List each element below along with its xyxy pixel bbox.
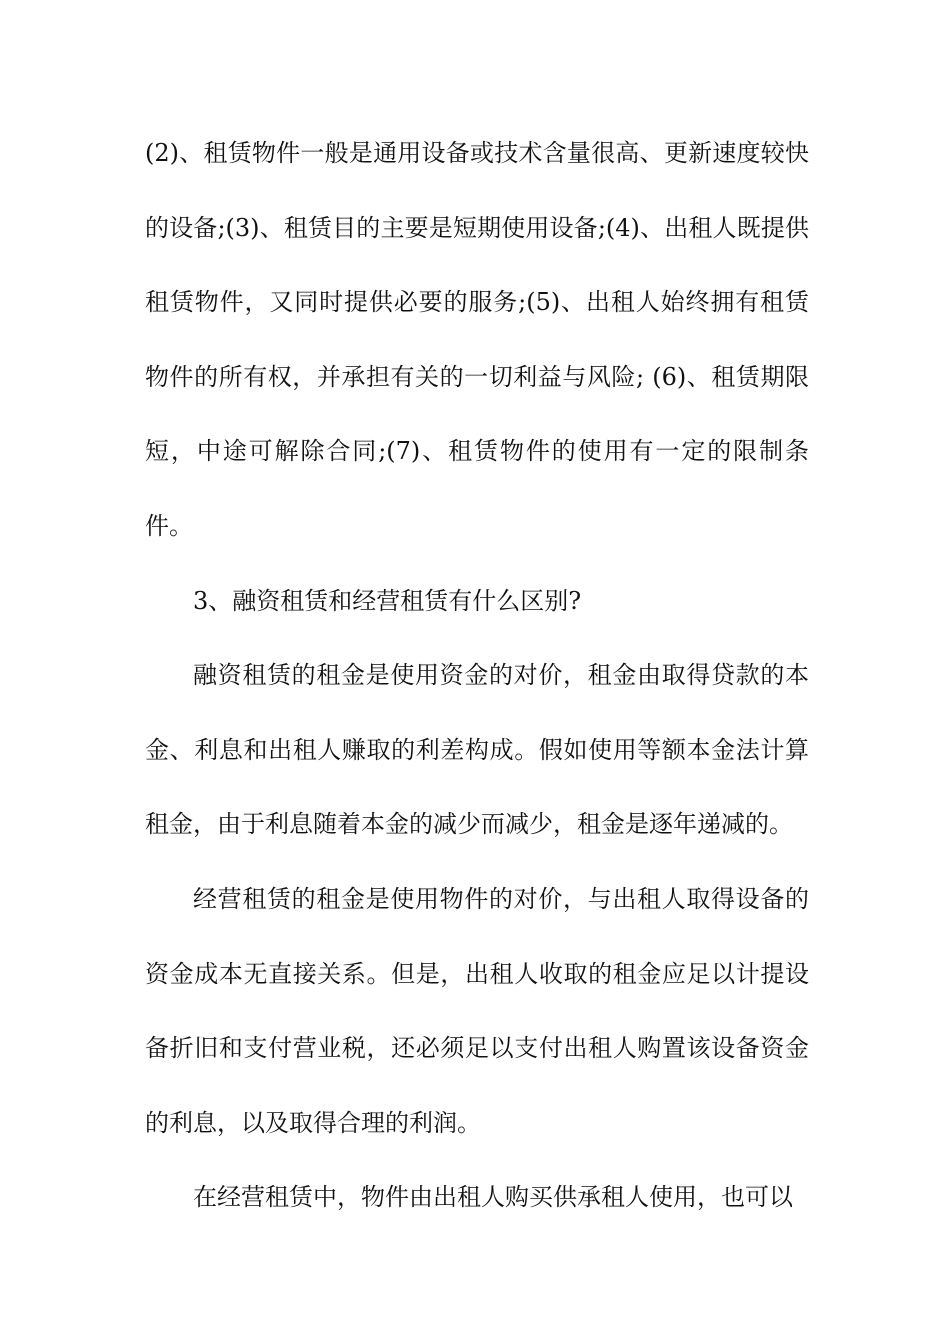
paragraph-finance-lease-rent: 融资租赁的租金是使用资金的对价，租金由取得贷款的本金、利息和出租人赚取的利差构成。假如使用等额本金法计算租金，由于利息随着本金的减少而减少，租金是逐年递减的。 <box>145 661 809 839</box>
paragraph-lease-features: (2)、租赁物件一般是通用设备或技术含量很高、更新速度较快的设备;(3)、租赁目的主要是短期使用设备;(4)、出租人既提供租赁物件，又同时提供必要的服务;(5)、出租人始终拥有租赁物件的所有权，并承担有关的一切利益与风险; (6)、租赁期限短，中途可解除合同;(7)、租赁物件的使用有一定的限制条件。 <box>145 139 809 540</box>
heading-question-3: 3、融资租赁和经营租赁有什么区别? <box>193 586 582 615</box>
document-body <box>145 116 809 1235</box>
paragraph-operating-lease-rent: 经营租赁的租金是使用物件的对价，与出租人取得设备的资金成本无直接关系。但是，出租人收取的租金应足以计提设备折旧和支付营业税，还必须足以支付出租人购置该设备资金的利息，以及取得合理的利润。 <box>145 884 809 1137</box>
paragraph-operating-lease-purchase: 在经营租赁中，物件由出租人购买供承租人使用，也可以 <box>193 1183 793 1212</box>
